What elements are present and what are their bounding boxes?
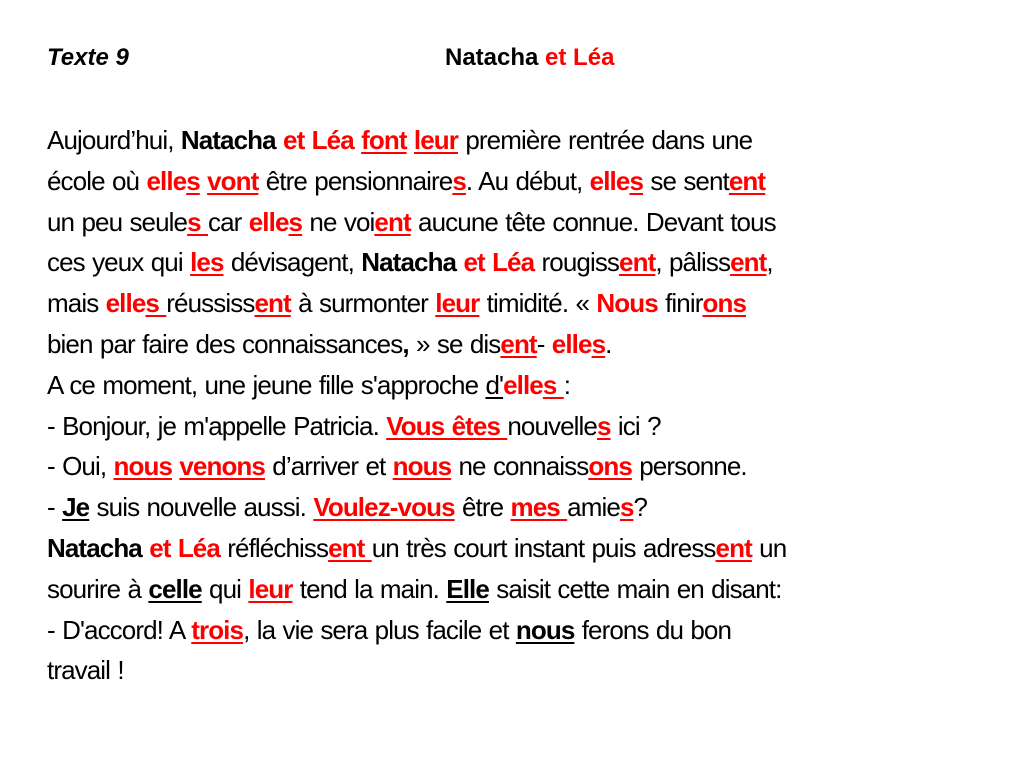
highlighted-word: s (619, 492, 634, 523)
text-segment: ne connaiss (451, 451, 589, 482)
text-segment: ces yeux qui (47, 247, 191, 278)
text-line (47, 569, 987, 610)
highlighted-word: s (187, 206, 208, 237)
text-segment: rougiss (534, 247, 620, 278)
text-segment: saisit cette main en disant: (488, 573, 782, 604)
highlighted-word: ent (728, 165, 766, 196)
text-segment: un peu seule (47, 206, 188, 237)
text-segment (354, 125, 361, 155)
text-segment: nouvelle (507, 410, 597, 441)
text-segment: elle (551, 328, 592, 359)
text-segment: timidité. « (479, 288, 597, 319)
text-segment: ne voi (302, 206, 375, 237)
text-segment: amie (567, 492, 620, 523)
highlighted-word: ent (619, 247, 656, 278)
text-segment: finir (657, 288, 703, 319)
highlighted-word: leur (413, 125, 459, 155)
highlighted-word: s (629, 165, 644, 196)
text-segment: - (47, 492, 63, 523)
text-segment: aucune tête connue. Devant tous (410, 206, 776, 237)
text-segment: être pensionnaire (258, 165, 453, 196)
text-segment: » se dis (408, 328, 501, 359)
text-segment: réussiss (166, 288, 255, 319)
text-segment: qui (201, 573, 249, 604)
highlighted-word: ent (254, 288, 291, 319)
text-line (47, 120, 987, 161)
text-segment: A ce moment, une jeune fille s'approche (47, 369, 486, 400)
text-line (47, 528, 987, 569)
text-segment: elle (105, 288, 146, 319)
text-segment: première rentrée dans une (458, 125, 753, 155)
highlighted-word: s (145, 288, 167, 319)
text-line (47, 446, 987, 487)
story-text (47, 120, 987, 691)
highlighted-word: Je (62, 492, 90, 523)
text-segment: et Léa (283, 125, 354, 155)
text-segment: Nous (596, 288, 658, 319)
text-line (47, 242, 987, 283)
text-segment: à surmonter (290, 288, 436, 319)
text-line (47, 283, 987, 324)
text-segment: - Oui, (47, 451, 114, 482)
text-segment: sourire à (47, 573, 149, 604)
highlighted-word: d' (485, 369, 504, 400)
text-segment: suis nouvelle aussi. (89, 492, 314, 523)
text-segment: se sent (643, 165, 729, 196)
highlighted-word: venons (179, 451, 265, 482)
text-segment: être (454, 492, 511, 523)
highlighted-word: ent (715, 532, 752, 563)
text-segment: , (766, 247, 773, 278)
text-segment: un très court instant puis adress (371, 532, 716, 563)
text-segment: un (751, 532, 787, 563)
highlighted-word: leur (248, 573, 293, 604)
text-segment (276, 125, 283, 155)
text-line (47, 487, 987, 528)
text-segment: , la vie sera plus facile et (243, 614, 516, 645)
text-line (47, 202, 987, 243)
text-line (47, 324, 987, 365)
text-segment: Natacha (361, 247, 457, 278)
text-segment: elle (503, 369, 543, 400)
highlighted-word: Vous êtes (386, 410, 508, 441)
text-segment: , pâliss (655, 247, 731, 278)
text-segment: car (208, 206, 249, 237)
text-segment (407, 125, 414, 155)
text-segment: ferons du bon (574, 614, 732, 645)
highlighted-word: celle (148, 573, 202, 604)
text-segment: elle (589, 165, 630, 196)
title-row (47, 40, 987, 76)
text-number-label: Texte 9 (47, 44, 129, 71)
text-segment: d’arriver et (264, 451, 393, 482)
text-line (47, 161, 987, 202)
text-segment: dévisagent, (223, 247, 362, 278)
text-segment: école où (47, 165, 147, 196)
text-segment: . Au début, (465, 165, 590, 196)
text-line (47, 650, 987, 691)
highlighted-word: les (190, 247, 224, 278)
highlighted-word: ons (702, 288, 747, 319)
highlighted-word: s (452, 165, 466, 196)
text-segment: - D'accord! A (47, 614, 192, 645)
highlighted-word: s (186, 165, 200, 196)
highlighted-word: Voulez-vous (313, 492, 455, 523)
highlighted-word: s (597, 410, 611, 441)
text-segment (200, 166, 207, 196)
text-segment: bien par faire des connaissances (47, 328, 403, 359)
text-segment: mais (47, 288, 106, 319)
slide-title (445, 40, 614, 76)
text-segment: travail ! (47, 655, 124, 686)
title-name-natacha: Natacha (445, 44, 539, 71)
text-segment: et Léa (149, 532, 220, 563)
title-name-lea: et Léa (545, 44, 615, 71)
highlighted-word: s (542, 369, 564, 400)
highlighted-word: ent (730, 247, 767, 278)
text-segment: ? (633, 492, 648, 523)
highlighted-word: Elle (446, 573, 489, 604)
text-segment: personne. (631, 451, 747, 482)
highlighted-word: ent (374, 206, 411, 237)
highlighted-word: mes (510, 492, 568, 523)
text-segment: - (536, 328, 552, 359)
highlighted-word: s (591, 328, 606, 359)
text-segment: , (402, 328, 409, 359)
text-segment: réfléchiss (219, 532, 329, 563)
text-segment: Natacha (47, 532, 142, 563)
highlighted-word: s (288, 206, 303, 237)
text-segment: elle (248, 206, 289, 237)
text-segment: ici ? (610, 410, 661, 441)
highlighted-word: ent (328, 532, 372, 563)
text-line (47, 365, 987, 406)
text-segment: elle (146, 165, 187, 196)
text-segment: et Léa (463, 247, 535, 278)
highlighted-word: nous (392, 451, 452, 482)
highlighted-word: vont (207, 165, 259, 196)
highlighted-word: font (361, 125, 407, 155)
highlighted-word: leur (435, 288, 480, 319)
highlighted-word: ons (588, 451, 632, 482)
text-segment: : (563, 369, 571, 400)
text-segment: tend la main. (292, 573, 447, 604)
text-segment: Natacha (180, 125, 276, 155)
text-segment: - Bonjour, je m'appelle Patricia. (47, 410, 387, 441)
highlighted-word: ent (500, 328, 537, 359)
text-line (47, 406, 987, 447)
highlighted-word: nous (515, 614, 575, 645)
text-segment: Aujourd’hui, (47, 125, 181, 155)
highlighted-word: trois (191, 614, 244, 645)
highlighted-word: nous (113, 451, 173, 482)
text-line (47, 610, 987, 651)
text-segment: . (605, 328, 612, 359)
